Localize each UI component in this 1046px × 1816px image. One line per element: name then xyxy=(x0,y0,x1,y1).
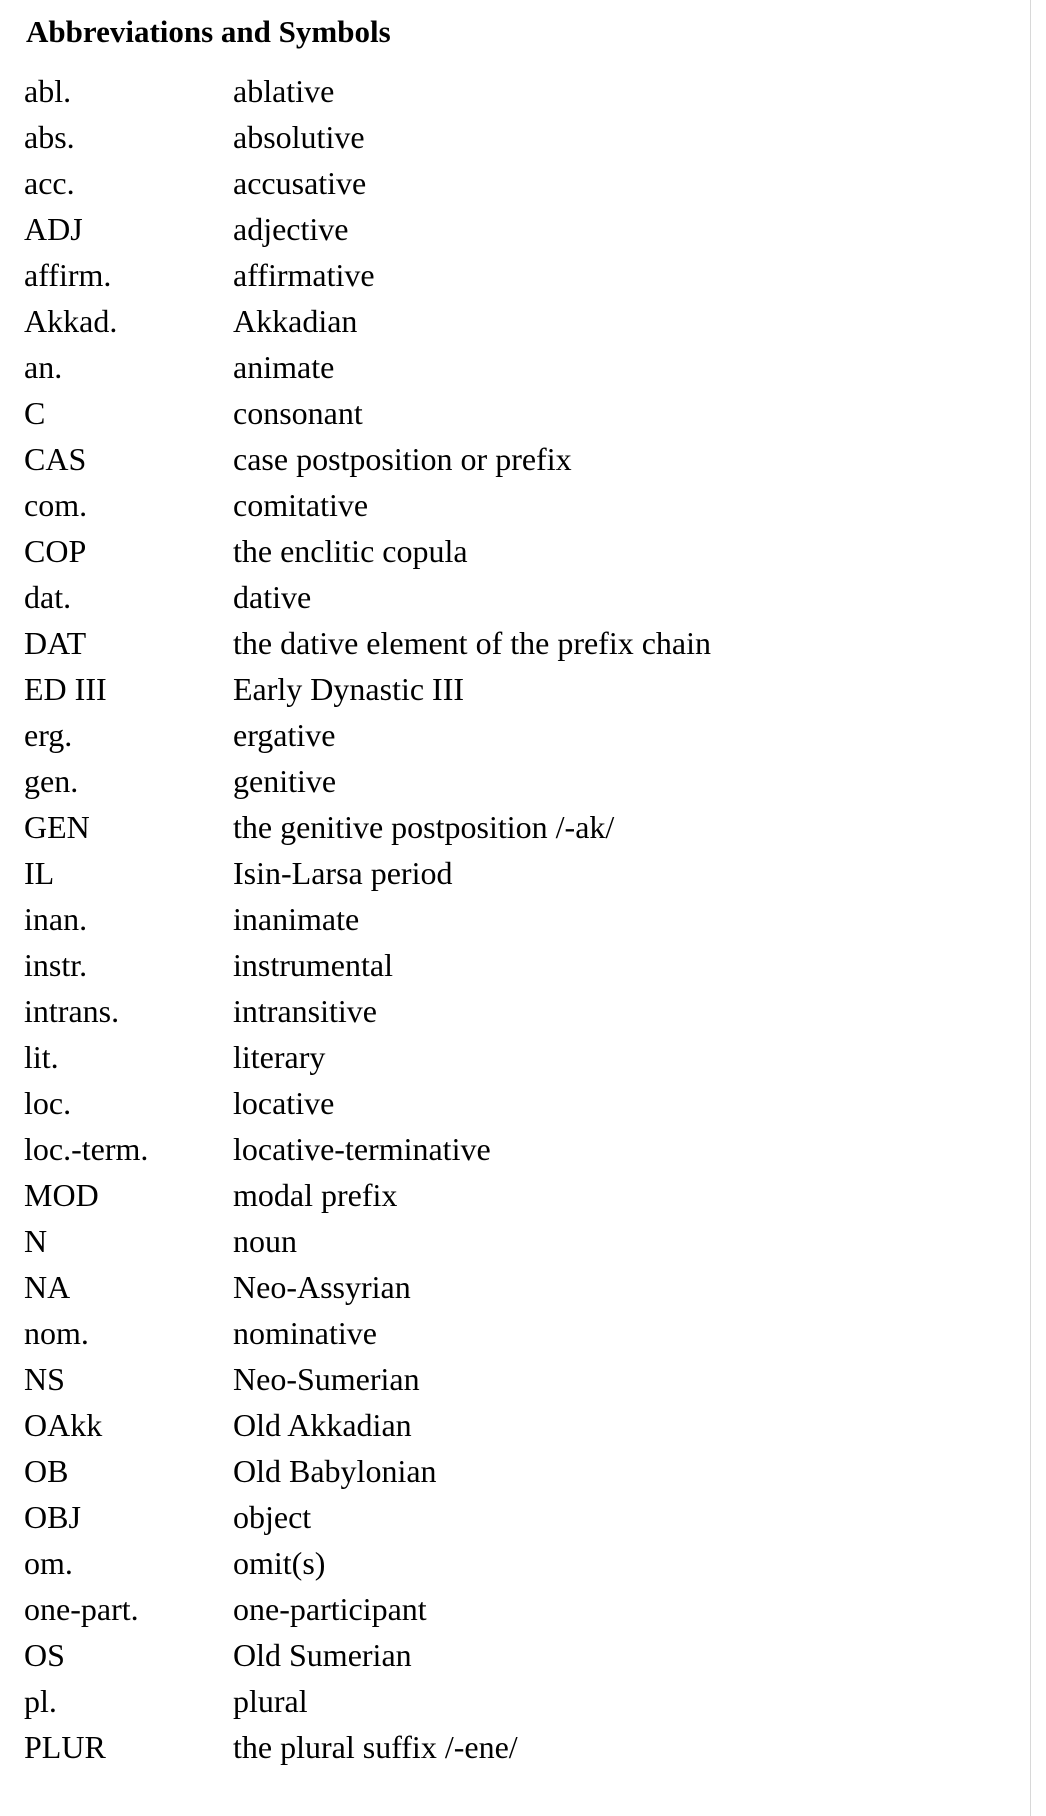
abbreviation-term: one-part. xyxy=(24,1591,139,1627)
page-edge-divider xyxy=(1030,0,1031,1816)
abbreviation-meaning: plural xyxy=(233,1683,308,1719)
abbreviation-entry xyxy=(0,68,1000,114)
abbreviation-entry xyxy=(0,1080,1000,1126)
abbreviation-entry xyxy=(0,1724,1000,1770)
abbreviation-meaning: genitive xyxy=(233,763,337,799)
abbreviation-meaning: nominative xyxy=(233,1315,377,1351)
abbreviation-term: loc.-term. xyxy=(24,1131,149,1167)
abbreviation-entry xyxy=(0,1034,1000,1080)
abbreviation-entry xyxy=(0,160,1000,206)
abbreviation-entry xyxy=(0,206,1000,252)
page-heading: Abbreviations and Symbols xyxy=(26,14,391,49)
abbreviation-meaning: literary xyxy=(233,1039,326,1075)
abbreviation-term: NA xyxy=(24,1269,71,1305)
abbreviation-term: acc. xyxy=(24,165,75,201)
abbreviation-entry xyxy=(0,758,1000,804)
abbreviation-term: COP xyxy=(24,533,87,569)
abbreviation-term: OAkk xyxy=(24,1407,103,1443)
abbreviation-term: IL xyxy=(24,855,55,891)
abbreviation-entry xyxy=(0,1126,1000,1172)
abbreviation-meaning: locative-terminative xyxy=(233,1131,491,1167)
abbreviation-term: dat. xyxy=(24,579,72,615)
abbreviation-entry xyxy=(0,620,1000,666)
abbreviation-term: an. xyxy=(24,349,63,385)
abbreviation-term: Akkad. xyxy=(24,303,118,339)
abbreviation-meaning: Old Sumerian xyxy=(233,1637,412,1673)
abbreviation-entry xyxy=(0,1172,1000,1218)
abbreviation-term: abs. xyxy=(24,119,75,155)
abbreviation-term: om. xyxy=(24,1545,73,1581)
abbreviation-term: DAT xyxy=(24,625,87,661)
abbreviation-meaning: comitative xyxy=(233,487,369,523)
abbreviation-term: inan. xyxy=(24,901,88,937)
abbreviation-meaning: the plural suffix /-ene/ xyxy=(233,1729,518,1765)
abbreviation-entry xyxy=(0,390,1000,436)
abbreviation-entry xyxy=(0,1632,1000,1678)
abbreviation-meaning: animate xyxy=(233,349,335,385)
abbreviation-meaning: inanimate xyxy=(233,901,360,937)
abbreviation-meaning: ergative xyxy=(233,717,336,753)
abbreviation-term: nom. xyxy=(24,1315,89,1351)
abbreviation-meaning: noun xyxy=(233,1223,297,1259)
abbreviation-meaning: dative xyxy=(233,579,312,615)
abbreviation-entry xyxy=(0,1586,1000,1632)
abbreviation-meaning: instrumental xyxy=(233,947,393,983)
abbreviation-meaning: affirmative xyxy=(233,257,375,293)
abbreviation-meaning: one-participant xyxy=(233,1591,427,1627)
abbreviation-entry xyxy=(0,1494,1000,1540)
abbreviation-entry xyxy=(0,528,1000,574)
abbreviation-entry xyxy=(0,252,1000,298)
abbreviation-meaning: Akkadian xyxy=(233,303,358,339)
abbreviation-term: abl. xyxy=(24,73,72,109)
abbreviation-entry xyxy=(0,1264,1000,1310)
abbreviation-term: ADJ xyxy=(24,211,83,247)
abbreviation-meaning: Old Akkadian xyxy=(233,1407,412,1443)
abbreviation-term: OS xyxy=(24,1637,65,1673)
abbreviation-meaning: absolutive xyxy=(233,119,365,155)
abbreviation-meaning: object xyxy=(233,1499,312,1535)
abbreviation-term: erg. xyxy=(24,717,73,753)
abbreviation-term: com. xyxy=(24,487,88,523)
abbreviation-term: lit. xyxy=(24,1039,59,1075)
abbreviation-term: ED III xyxy=(24,671,107,707)
abbreviation-entry xyxy=(0,942,1000,988)
abbreviation-term: NS xyxy=(24,1361,65,1397)
abbreviation-entry xyxy=(0,850,1000,896)
abbreviation-meaning: adjective xyxy=(233,211,349,247)
abbreviation-term: affirm. xyxy=(24,257,112,293)
abbreviation-term: pl. xyxy=(24,1683,57,1719)
abbreviation-term: intrans. xyxy=(24,993,120,1029)
abbreviation-entry xyxy=(0,1218,1000,1264)
abbreviation-meaning: consonant xyxy=(233,395,363,431)
abbreviation-term: loc. xyxy=(24,1085,72,1121)
abbreviation-meaning: omit(s) xyxy=(233,1545,326,1581)
abbreviation-list xyxy=(0,68,1000,1770)
abbreviation-entry xyxy=(0,1310,1000,1356)
abbreviation-entry xyxy=(0,988,1000,1034)
abbreviation-entry xyxy=(0,666,1000,712)
abbreviation-term: CAS xyxy=(24,441,87,477)
abbreviation-meaning: Isin-Larsa period xyxy=(233,855,453,891)
abbreviation-term: PLUR xyxy=(24,1729,106,1765)
abbreviation-term: C xyxy=(24,395,46,431)
abbreviation-entry xyxy=(0,712,1000,758)
abbreviation-meaning: ablative xyxy=(233,73,335,109)
abbreviation-meaning: Neo-Assyrian xyxy=(233,1269,411,1305)
abbreviation-meaning: intransitive xyxy=(233,993,377,1029)
abbreviation-entry xyxy=(0,114,1000,160)
abbreviation-term: OBJ xyxy=(24,1499,81,1535)
abbreviation-entry xyxy=(0,1356,1000,1402)
abbreviation-meaning: the genitive postposition /-ak/ xyxy=(233,809,615,845)
abbreviation-term: instr. xyxy=(24,947,88,983)
abbreviation-meaning: the dative element of the prefix chain xyxy=(233,625,712,661)
abbreviation-entry xyxy=(0,436,1000,482)
abbreviation-term: MOD xyxy=(24,1177,99,1213)
abbreviation-entry xyxy=(0,896,1000,942)
abbreviation-entry xyxy=(0,804,1000,850)
abbreviation-meaning: case postposition or prefix xyxy=(233,441,572,477)
abbreviation-entry xyxy=(0,298,1000,344)
abbreviation-term: OB xyxy=(24,1453,69,1489)
abbreviation-meaning: Neo-Sumerian xyxy=(233,1361,420,1397)
abbreviation-term: N xyxy=(24,1223,48,1259)
abbreviation-term: GEN xyxy=(24,809,90,845)
abbreviation-meaning: modal prefix xyxy=(233,1177,398,1213)
abbreviation-entry xyxy=(0,482,1000,528)
abbreviation-meaning: locative xyxy=(233,1085,335,1121)
abbreviation-entry xyxy=(0,1540,1000,1586)
abbreviation-entry xyxy=(0,1448,1000,1494)
abbreviation-term: gen. xyxy=(24,763,79,799)
abbreviation-meaning: the enclitic copula xyxy=(233,533,468,569)
abbreviation-entry xyxy=(0,1402,1000,1448)
abbreviation-entry xyxy=(0,574,1000,620)
abbreviation-entry xyxy=(0,1678,1000,1724)
abbreviation-meaning: Early Dynastic III xyxy=(233,671,465,707)
abbreviation-meaning: accusative xyxy=(233,165,367,201)
abbreviation-meaning: Old Babylonian xyxy=(233,1453,437,1489)
abbreviation-entry xyxy=(0,344,1000,390)
